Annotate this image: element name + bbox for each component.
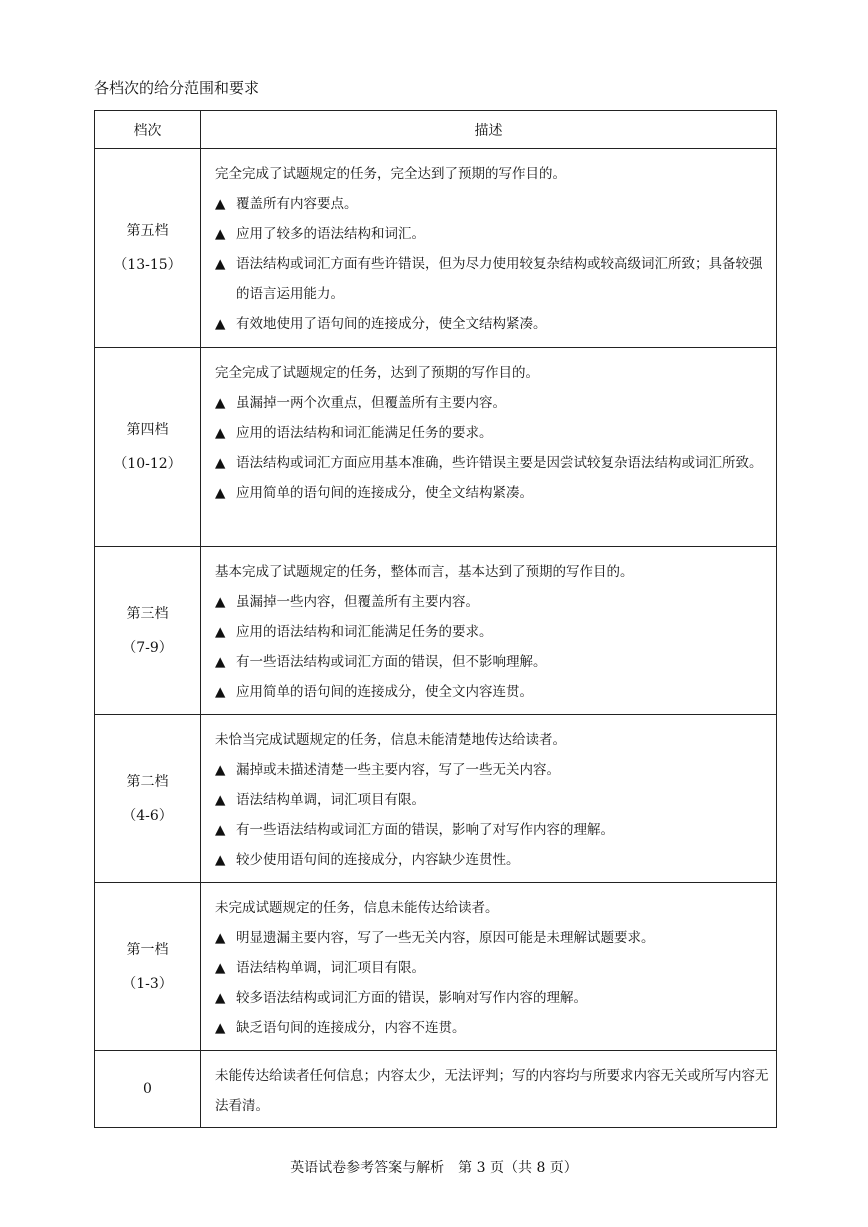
description-summary: 未能传达给读者任何信息；内容太少，无法评判；写的内容均与所要求内容无关或所写内容无法看清。 xyxy=(215,1068,769,1114)
column-header-description: 描述 xyxy=(201,111,777,149)
level-range: （13-15） xyxy=(113,257,182,273)
description-point: ▲ 应用简单的语句间的连接成分，使全文内容连贯。 xyxy=(215,677,770,707)
description-point: ▲ 语法结构单调，词汇项目有限。 xyxy=(215,785,770,815)
triangle-bullet-icon: ▲ xyxy=(215,822,226,838)
description-point: ▲ 应用了较多的语法结构和词汇。 xyxy=(215,219,770,249)
triangle-bullet-icon: ▲ xyxy=(215,485,226,501)
description-point: ▲ 应用的语法结构和词汇能满足任务的要求。 xyxy=(215,418,770,448)
triangle-bullet-icon: ▲ xyxy=(215,930,226,946)
triangle-bullet-icon: ▲ xyxy=(215,226,226,242)
column-header-level: 档次 xyxy=(95,111,201,149)
level-cell xyxy=(95,348,201,547)
triangle-bullet-icon: ▲ xyxy=(215,455,226,471)
level-name: 第四档 xyxy=(126,422,169,438)
triangle-bullet-icon: ▲ xyxy=(215,792,226,808)
triangle-bullet-icon: ▲ xyxy=(215,256,226,272)
description-cell xyxy=(201,1051,777,1128)
triangle-bullet-icon: ▲ xyxy=(215,395,226,411)
description-cell xyxy=(201,715,777,883)
level-name: 0 xyxy=(143,1081,152,1097)
description-summary: 未完成试题规定的任务，信息未能传达给读者。 xyxy=(215,900,499,916)
triangle-bullet-icon: ▲ xyxy=(215,594,226,610)
table-row xyxy=(95,348,777,547)
description-summary: 完全完成了试题规定的任务，完全达到了预期的写作目的。 xyxy=(215,166,566,182)
level-name: 第二档 xyxy=(126,773,169,790)
description-cell xyxy=(201,883,777,1051)
triangle-bullet-icon: ▲ xyxy=(215,196,226,212)
description-summary: 基本完成了试题规定的任务，整体而言，基本达到了预期的写作目的。 xyxy=(215,564,634,580)
level-cell xyxy=(95,883,201,1051)
description-summary: 未恰当完成试题规定的任务，信息未能清楚地传达给读者。 xyxy=(215,732,566,748)
rubric-heading: 各档次的给分范围和要求 xyxy=(94,79,260,97)
level-name: 第三档 xyxy=(126,605,169,622)
description-cell xyxy=(201,348,777,547)
level-range: （7-9） xyxy=(122,639,173,656)
description-point: ▲ 应用简单的语句间的连接成分，使全文结构紧凑。 xyxy=(215,478,770,508)
triangle-bullet-icon: ▲ xyxy=(215,425,226,441)
description-summary: 完全完成了试题规定的任务，达到了预期的写作目的。 xyxy=(215,365,539,381)
description-point: ▲ 虽漏掉一些内容，但覆盖所有主要内容。 xyxy=(215,587,770,617)
description-point: ▲ 较少使用语句间的连接成分，内容缺少连贯性。 xyxy=(215,845,770,875)
triangle-bullet-icon: ▲ xyxy=(215,852,226,868)
level-name: 第一档 xyxy=(126,941,169,958)
triangle-bullet-icon: ▲ xyxy=(215,316,226,332)
level-name: 第五档 xyxy=(126,223,169,239)
triangle-bullet-icon: ▲ xyxy=(215,654,226,670)
table-row xyxy=(95,149,777,348)
level-range: （1-3） xyxy=(122,975,173,992)
description-point: ▲ 有一些语法结构或词汇方面的错误，影响了对写作内容的理解。 xyxy=(215,815,770,845)
description-point: ▲ 有效地使用了语句间的连接成分，使全文结构紧凑。 xyxy=(215,309,770,339)
triangle-bullet-icon: ▲ xyxy=(215,684,226,700)
triangle-bullet-icon: ▲ xyxy=(215,624,226,640)
table-row xyxy=(95,715,777,883)
triangle-bullet-icon: ▲ xyxy=(215,960,226,976)
table-row xyxy=(95,883,777,1051)
description-cell xyxy=(201,149,777,348)
triangle-bullet-icon: ▲ xyxy=(215,1020,226,1036)
description-point: ▲ 缺乏语句间的连接成分，内容不连贯。 xyxy=(215,1013,770,1043)
table-header-row xyxy=(95,111,777,149)
level-range: （4-6） xyxy=(122,807,173,824)
description-point: ▲ 有一些语法结构或词汇方面的错误，但不影响理解。 xyxy=(215,647,770,677)
description-point: ▲ 覆盖所有内容要点。 xyxy=(215,189,770,219)
description-point: ▲ 语法结构单调，词汇项目有限。 xyxy=(215,953,770,983)
description-point: ▲ 漏掉或未描述清楚一些主要内容，写了一些无关内容。 xyxy=(215,755,770,785)
level-cell xyxy=(95,547,201,715)
description-point: ▲ 虽漏掉一两个次重点，但覆盖所有主要内容。 xyxy=(215,388,770,418)
description-point: ▲ 明显遗漏主要内容，写了一些无关内容，原因可能是未理解试题要求。 xyxy=(215,923,770,953)
level-cell xyxy=(95,1051,201,1128)
description-point: ▲ 较多语法结构或词汇方面的错误，影响对写作内容的理解。 xyxy=(215,983,770,1013)
triangle-bullet-icon: ▲ xyxy=(215,990,226,1006)
level-range: （10-12） xyxy=(113,456,182,472)
triangle-bullet-icon: ▲ xyxy=(215,762,226,778)
scoring-rubric-table xyxy=(94,110,777,1128)
table-row xyxy=(95,1051,777,1128)
table-row xyxy=(95,547,777,715)
description-point: ▲ 语法结构或词汇方面应用基本准确，些许错误主要是因尝试较复杂语法结构或词汇所致。 xyxy=(215,448,770,478)
level-cell xyxy=(95,149,201,348)
level-cell xyxy=(95,715,201,883)
description-point: ▲ 应用的语法结构和词汇能满足任务的要求。 xyxy=(215,617,770,647)
description-point: ▲ 语法结构或词汇方面有些许错误，但为尽力使用较复杂结构或较高级词汇所致；具备较强的语言运用能力。 xyxy=(215,249,770,309)
description-cell xyxy=(201,547,777,715)
page-footer: 英语试卷参考答案与解析 第 3 页（共 8 页） xyxy=(290,1160,578,1176)
